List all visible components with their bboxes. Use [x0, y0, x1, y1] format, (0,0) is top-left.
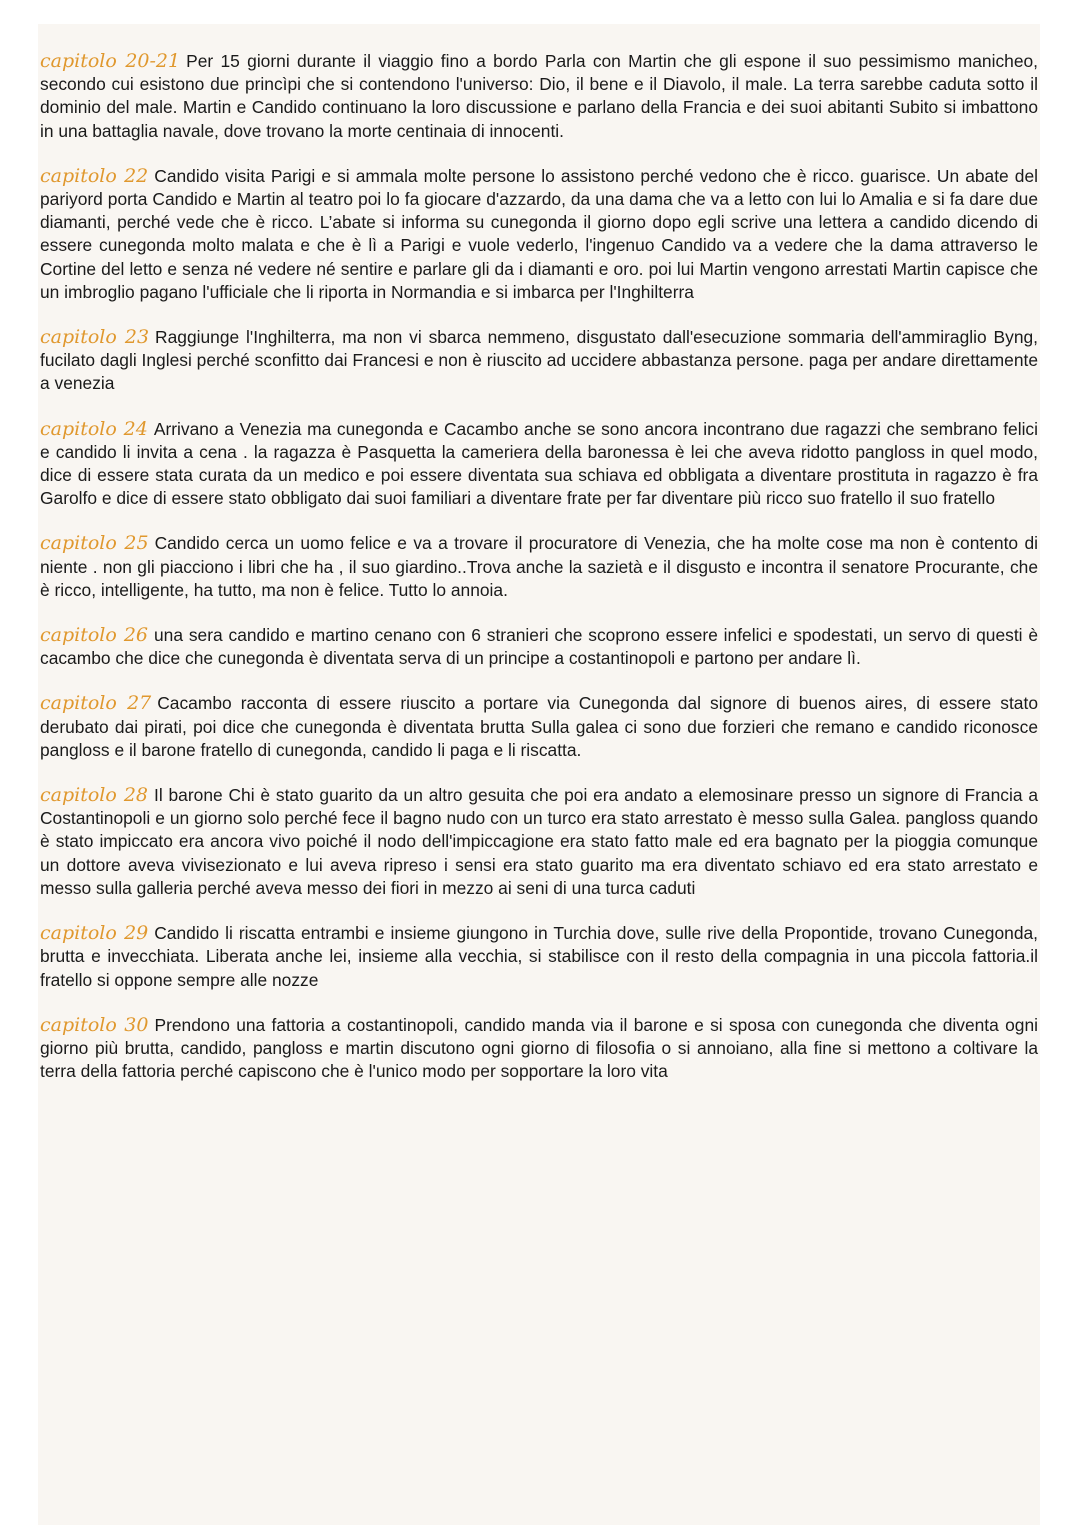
- chapter-20-21-paragraph: [40, 50, 1038, 143]
- chapter-23-paragraph: [40, 326, 1038, 396]
- chapter-label: capitolo 25: [40, 532, 149, 555]
- chapter-28-paragraph: [40, 784, 1038, 900]
- chapter-label: capitolo 22: [40, 164, 149, 187]
- chapter-27-paragraph: [40, 692, 1038, 762]
- chapter-label: capitolo 24: [40, 417, 148, 440]
- chapter-label: capitolo 30: [40, 1013, 149, 1036]
- chapter-text: Candido li riscatta entrambi e insieme giungono in Turchia dove, sulle rive della Propontide, trovano Cunegonda, brutta e invecchiata. Liberata anche lei, insieme alla vecchia, si stabilisce con il resto della compagnia in una piccola fattoria.il fratello si oppone sempre alle nozze: [40, 923, 1038, 990]
- chapter-label: capitolo 27: [40, 692, 152, 715]
- chapter-text: Per 15 giorni durante il viaggio fino a bordo Parla con Martin che gli espone il suo pessimismo manicheo, secondo cui esistono due princìpi che si contendono l'universo: Dio, il bene e il Diavolo, il male. La terra sarebbe caduta sotto il dominio del male. Martin e Candido continuano la loro discussione e parlano della Francia e dei suoi abitanti Subito si imbattono in una battaglia navale, dove trovano la morte centinaia di innocenti.: [40, 51, 1038, 141]
- chapter-text: Il barone Chi è stato guarito da un altro gesuita che poi era andato a elemosinare presso un signore di Francia a Costantinopoli e un giorno solo perché fece il bagno nudo con un turco era stato arrestato è messo sulla Galea. pangloss quando è stato impiccato era ancora vivo poiché il nodo dell'impiccagione era stato fatto male ed era bagnato per la pioggia comunque un dottore aveva vivisezionato e lui aveva ripreso i sensi era stato guarito ma era diventato schiavo ed era stato arrestato e messo sulla galleria perché aveva messo dei fiori in mezzo ai seni di una turca caduti: [40, 785, 1038, 898]
- chapter-30-paragraph: [40, 1014, 1038, 1084]
- chapter-label: capitolo 20-21: [40, 50, 181, 72]
- chapter-label: capitolo 29: [40, 922, 149, 945]
- chapter-22-paragraph: [40, 165, 1038, 304]
- chapter-24-paragraph: [40, 418, 1038, 511]
- chapter-text: Cacambo racconta di essere riuscito a portare via Cunegonda dal signore di buenos aires, di essere stato derubato dai pirati, poi dice che cunegonda è diventata brutta Sulla galea ci sono due forzieri che remano e candido riconosce pangloss e il barone fratello di cunegonda, candido li paga e li riscatta.: [40, 693, 1038, 760]
- chapter-label: capitolo 23: [40, 326, 150, 349]
- chapter-label: capitolo 26: [40, 624, 149, 647]
- chapter-text: una sera candido e martino cenano con 6 stranieri che scoprono essere infelici e spodestati, un servo di questi è cacambo che dice che cunegonda è diventata serva di un principe a costantinopoli e partono per andare lì.: [40, 625, 1039, 669]
- chapter-text: Raggiunge l'Inghilterra, ma non vi sbarca nemmeno, disgustato dall'esecuzione sommaria dell'ammiraglio Byng, fucilato dagli Inglesi perché sconfitto dai Francesi e non è riuscito ad uccidere abbastanza persone. paga per andare direttamente a venezia: [40, 327, 1038, 394]
- chapter-text: Candido cerca un uomo felice e va a trovare il procuratore di Venezia, che ha molte cose ma non è contento di niente . non gli piacciono i libri che ha , il suo giardino..Trova anche la sazietà e il disgusto e incontra il senatore Procurante, che è ricco, intelligente, ha tutto, ma non è felice. Tutto lo annoia.: [40, 533, 1038, 600]
- chapter-26-paragraph: [40, 624, 1038, 670]
- chapter-25-paragraph: [40, 532, 1038, 602]
- chapter-text: Arrivano a Venezia ma cunegonda e Cacambo anche se sono ancora incontrano due ragazzi che sembrano felici e candido li invita a cena . la ragazza è Pasquetta la cameriera della baronessa è lei che aveva ridotto pangloss in quel modo, dice di essere stata curata da un medico e poi essere diventata sua schiava ed obbligata a diventare prostituta in ragazzo è fra Garolfo e dice di essere stato obbligato dai suoi familiari a diventare frate per far diventare più ricco suo fratello il suo fratello: [40, 418, 1038, 509]
- chapter-label: capitolo 28: [40, 784, 148, 807]
- chapter-text: Prendono una fattoria a costantinopoli, candido manda via il barone e si sposa con cunegonda che diventa ogni giorno più brutta, candido, pangloss e martin discutono ogni giorno di filosofia o si annoiano, alla fine si mettono a coltivare la terra della fattoria perché capiscono che è l'unico modo per sopportare la loro vita: [40, 1014, 1038, 1082]
- document-page: [38, 24, 1040, 1525]
- chapter-text: Candido visita Parigi e si ammala molte persone lo assistono perché vedono che è ricco. guarisce. Un abate del pariyord porta Candido e Martin al teatro poi lo fa giocare d'azzardo, da una dama che va a letto con lui lo Amalia e si fa dare due diamanti, perché vede che è ricco. L’abate si informa su cunegonda il giorno dopo egli scrive una lettera a candido dicendo di essere cunegonda molto malata e che è lì a Parigi e vuole vederlo, l'ingenuo Candido va a vedere che la dama attraverso le Cortine del letto e senza né vedere né sentire e parlare gli da i diamanti e oro. poi lui Martin vengono arrestati Martin capisce che un imbroglio pagano l'ufficiale che li riporta in Normandia e si imbarca per l'Inghilterra: [40, 165, 1038, 302]
- chapter-29-paragraph: [40, 922, 1038, 992]
